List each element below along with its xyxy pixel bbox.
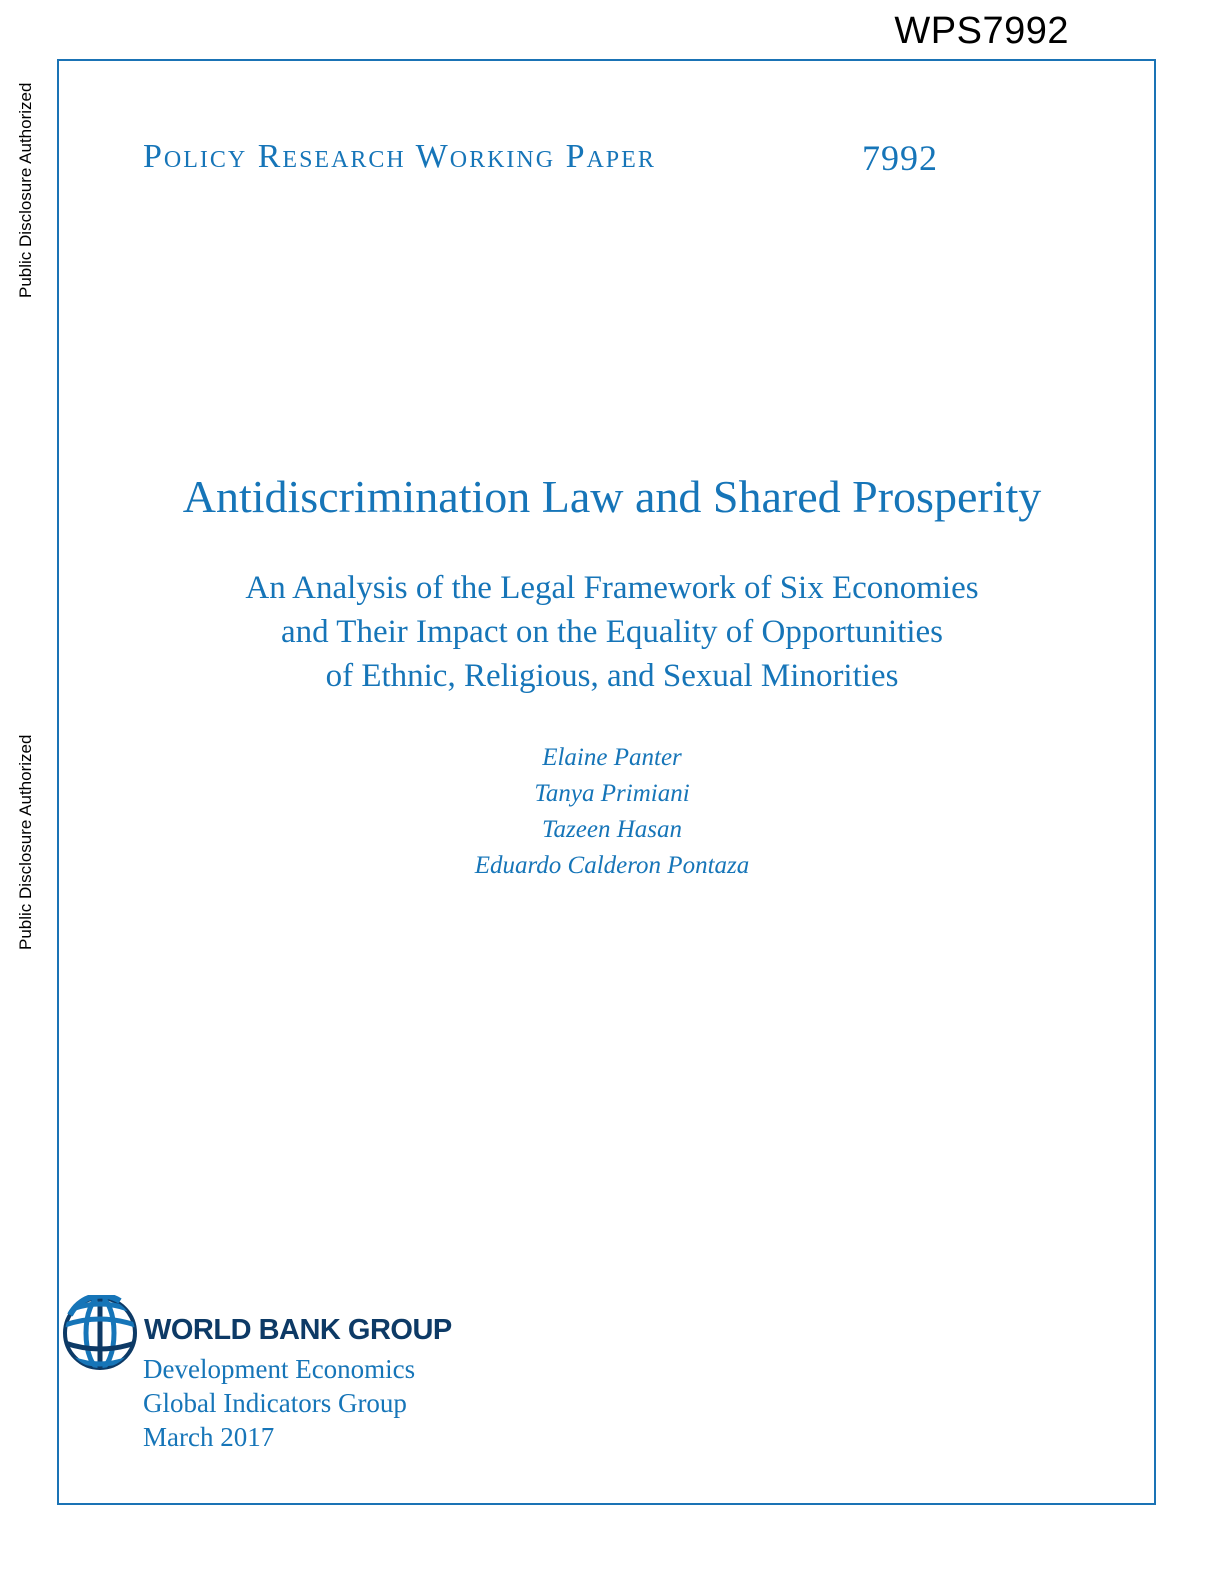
author-name: Tazeen Hasan — [541, 816, 683, 843]
publication-date: March 2017 — [143, 1422, 275, 1452]
paper-title: Antidiscrimination Law and Shared Prosperity — [182, 471, 1042, 522]
author-name: Tanya Primiani — [534, 780, 690, 807]
author-list — [0, 740, 1224, 884]
subtitle-line: of Ethnic, Religious, and Sexual Minorities — [325, 658, 899, 694]
subtitle-line: An Analysis of the Legal Framework of Six Economies — [245, 570, 979, 606]
disclosure-stamp-middle: Public Disclosure Authorized — [16, 734, 35, 950]
series-name: Policy Research Working Paper — [143, 138, 656, 175]
publisher-units — [143, 1352, 415, 1454]
unit-line: Global Indicators Group — [143, 1388, 407, 1418]
disclosure-stamp-top: Public Disclosure Authorized — [16, 82, 35, 298]
author-name: Eduardo Calderon Pontaza — [474, 852, 750, 879]
unit-line: Development Economics — [143, 1354, 416, 1384]
paper-number: 7992 — [862, 138, 938, 178]
globe-icon — [62, 1295, 138, 1371]
wps-code: WPS7992 — [894, 10, 1069, 52]
paper-subtitle — [0, 566, 1224, 698]
author-name: Elaine Panter — [542, 744, 682, 771]
subtitle-line: and Their Impact on the Equality of Opportunities — [281, 614, 943, 650]
publisher-name: WORLD BANK GROUP — [144, 1314, 452, 1346]
